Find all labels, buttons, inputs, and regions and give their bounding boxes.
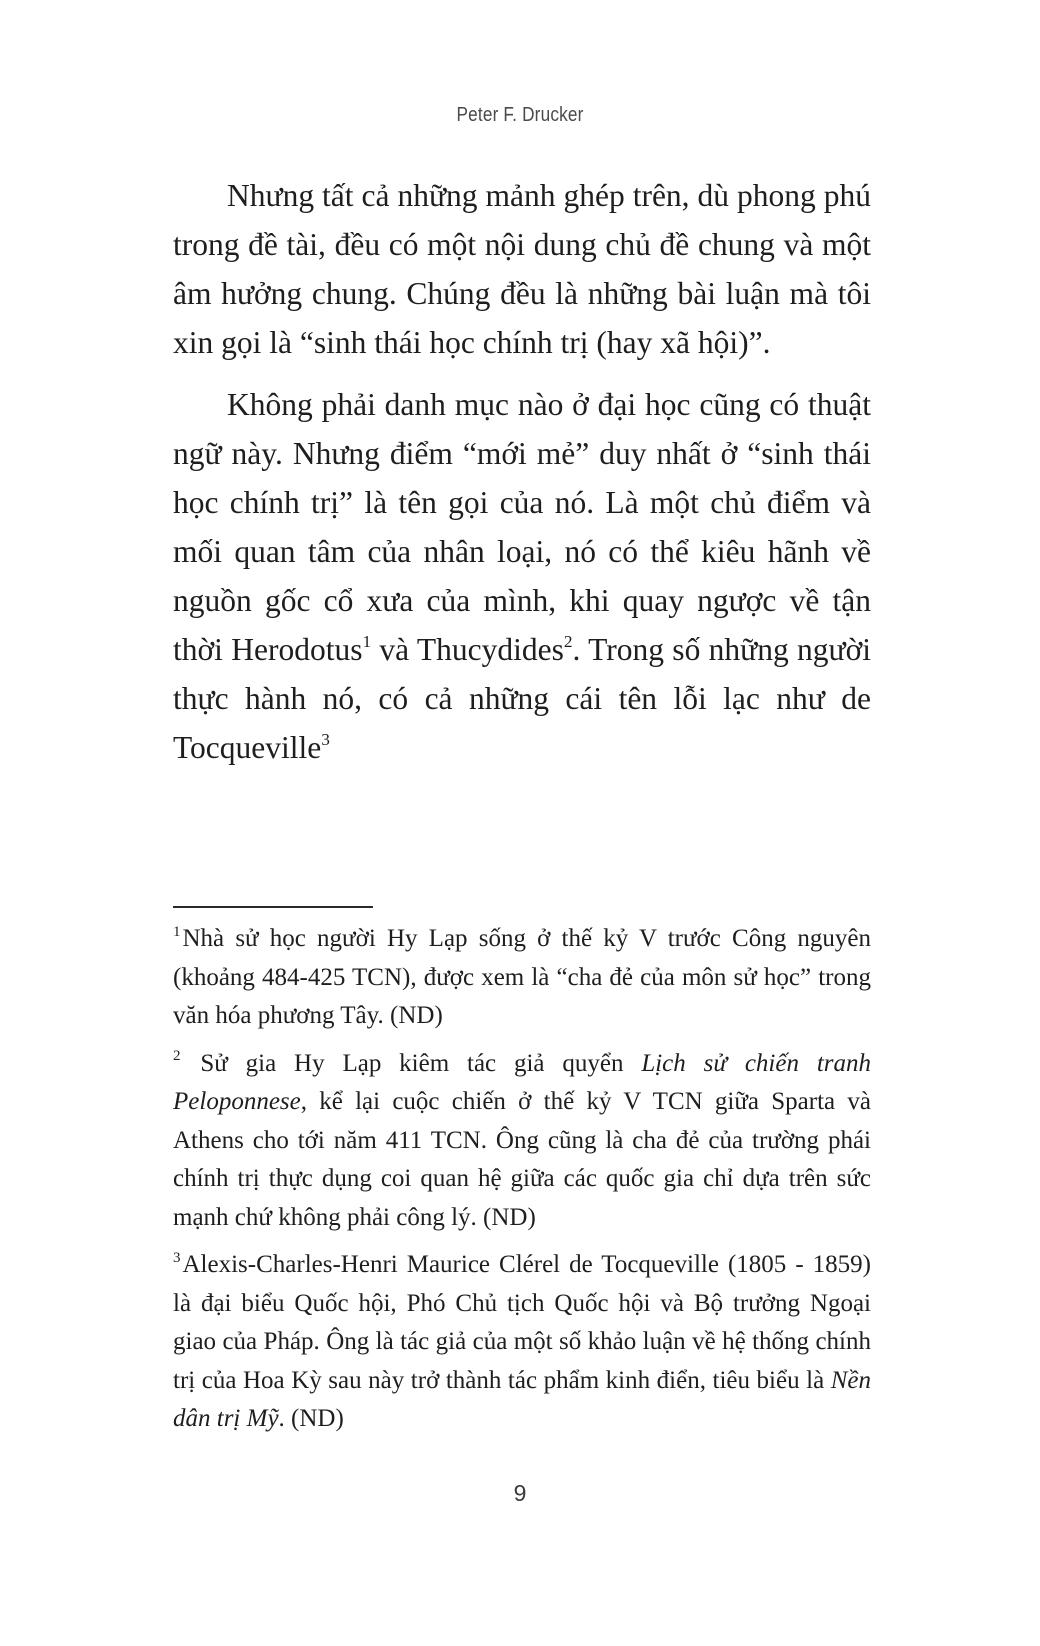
footnote-text-2-after: , kể lại cuộc chiến ở thế kỷ V TCN giữa Sparta và Athens cho tới năm 411 TCN. Ông cũng là cha đẻ của trường phái chính trị thực dụng coi quan hệ giữa các quốc gia chỉ dựa trên sức mạnh chứ không phải công lý. (ND) (173, 1088, 871, 1231)
footnote-3 (173, 1246, 871, 1439)
paragraph-2 (173, 380, 871, 772)
paragraph-2-part-1: Không phải danh mục nào ở đại học cũng có thuật ngữ này. Nhưng điểm “mới mẻ” duy nhất ở “sinh thái học chính trị” là tên gọi của nó. Là một chủ điểm và mối quan tâm của nhân loại, nó có thể kiêu hãnh về nguồn gốc cổ xưa của mình, khi quay ngược về tận thời Herodotus (173, 387, 871, 667)
paragraph-2-part-3: . Trong số những người thực hành nó, có cả những cái tên lỗi lạc như de Tocqueville (173, 632, 871, 765)
footnote-text-3-after: . (ND) (278, 1405, 344, 1432)
footnote-1 (173, 920, 871, 1036)
footnote-text-2-before: Sử gia Hy Lạp kiêm tác giả quyển (182, 1049, 642, 1077)
running-head-author: Peter F. Drucker (456, 104, 584, 126)
footnote-ref-3: 3 (321, 730, 330, 750)
footnote-2-book-title: Lịch sử chiến tranh Peloponnese (173, 1049, 871, 1115)
footnote-2 (173, 1045, 871, 1238)
page-number: 9 (513, 1480, 527, 1506)
footnote-ref-2: 2 (563, 632, 573, 652)
footnote-separator-rule (173, 906, 373, 908)
footnote-number-3: 3 (173, 1249, 181, 1266)
footnote-3-book-title: Nền dân trị Mỹ (173, 1366, 871, 1432)
footnote-text-3-before: Alexis-Charles-Henri Maurice Clérel de Tocqueville (1805 - 1859) là đại biểu Quốc hội, Phó Chủ tịch Quốc hội và Bộ trưởng Ngoại giao của Pháp. Ông là tác giả của một số khảo luận về hệ thống chính trị của Hoa Kỳ sau này trở thành tác phẩm kinh điển, tiêu biểu là (173, 1251, 871, 1394)
paragraph-2-part-2: và Thucydides (371, 632, 564, 667)
footnote-number-1: 1 (173, 923, 181, 940)
main-text (173, 171, 871, 772)
footnotes-section (173, 920, 871, 1439)
footnote-number-2: 2 (173, 1048, 181, 1064)
footnote-ref-1: 1 (362, 632, 372, 652)
paragraph-1: Nhưng tất cả những mảnh ghép trên, dù phong phú trong đề tài, đều có một nội dung chủ đề chung và một âm hưởng chung. Chúng đều là những bài luận mà tôi xin gọi là “sinh thái học chính trị (hay xã hội)”. (173, 178, 871, 360)
footnote-text-1: Nhà sử học người Hy Lạp sống ở thế kỷ V trước Công nguyên (khoảng 484-425 TCN), được xem là “cha đẻ của môn sử học” trong văn hóa phương Tây. (ND) (173, 925, 871, 1029)
